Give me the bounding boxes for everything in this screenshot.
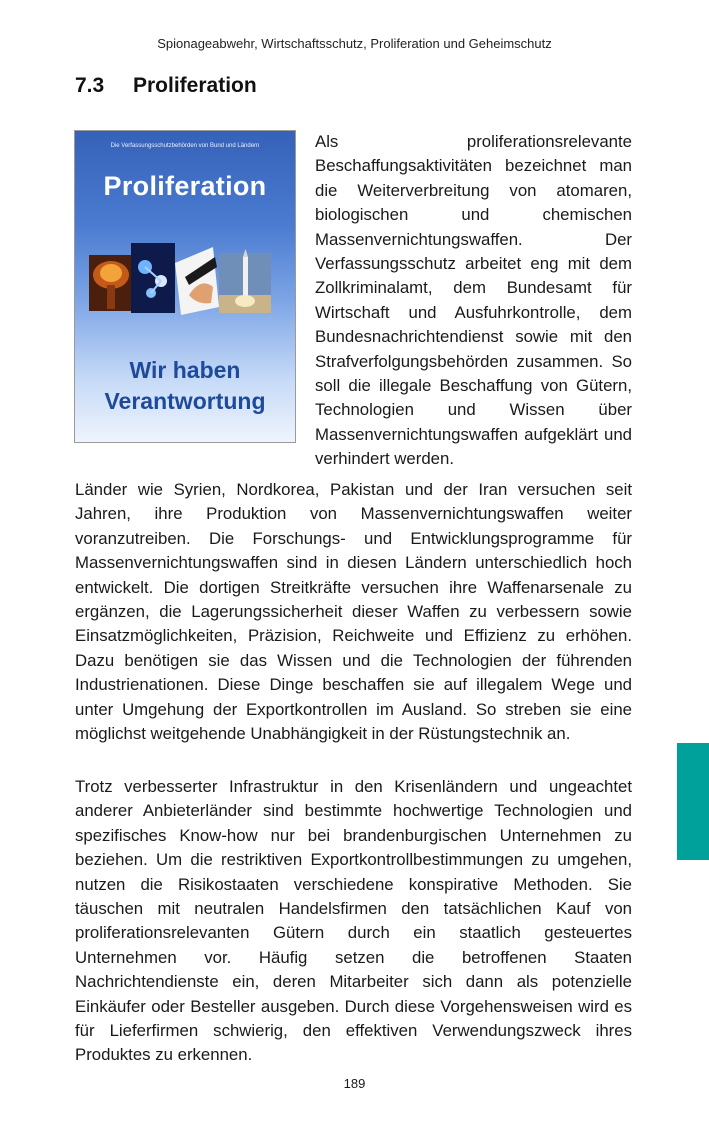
section-number: 7.3 xyxy=(75,74,105,97)
section-heading xyxy=(75,74,257,98)
page-number: 189 xyxy=(343,1076,366,1091)
cover-title: Proliferation xyxy=(103,171,267,201)
photo-molecule xyxy=(131,243,175,313)
cover-slogan-line1: Wir haben xyxy=(129,357,241,383)
section-title: Proliferation xyxy=(133,74,257,97)
cover-slogan xyxy=(75,355,295,417)
cover-slogan-line2: Verantwortung xyxy=(104,388,266,414)
body-paragraph: Länder wie Syrien, Nordkorea, Pakistan und der Iran versuchen seit Jahren, ihre Produktion von Massenvernichtungswaffen weiter voranzutreiben. Die Forschungs- und Entwicklungsprogramme für Massenvernichtungswaffen sind in diesen Ländern unterschiedlich hoch entwickelt. Die dortigen Streitkräfte versuchen ihre Waffenarsenale zu ergänzen, die Lagerungssicherheit dieser Waffen zu verbessern sowie Einsatzmöglichkeiten, Präzision, Reichweite und Effizienz zu erhöhen. Dazu benötigen sie das Wissen und die Technologien der führenden Industrienationen. Diese Dinge beschaffen sie auf illegalem Wege und unter Umgehung der Exportkontrollen im Ausland. So streben sie eine möglichst weitgehende Unabhängigkeit in der Rüstungstechnik an. xyxy=(75,480,632,744)
chapter-thumb-tab xyxy=(677,743,709,860)
brochure-cover-image xyxy=(74,130,296,443)
intro-paragraph: Als proliferationsrelevante Beschaffungsaktivitäten bezeichnet man die Weiterverbreitung von atomaren, biologischen und chemischen Massenvernichtungswaffen. Der Verfassungsschutz arbeitet eng mit dem Zollkriminalamt, dem Bundesamt für Wirtschaft und Ausfuhrkontrolle, dem Bundesnachrichtendienst sowie mit den Strafverfolgungsbehörden zusammen. So soll die illegale Beschaffung von Gütern, Technologien und Wissen über Massenvernichtungswaffen aufgeklärt und verhindert werden. xyxy=(315,132,632,469)
running-header: Spionageabwehr, Wirtschaftsschutz, Proliferation und Geheimschutz xyxy=(157,36,552,51)
photo-hand xyxy=(175,247,219,315)
photo-missile xyxy=(219,249,271,313)
body-paragraph: Trotz verbesserter Infrastruktur in den Krisenländern und ungeachtet anderer Anbieterländer sind bestimmte hochwertige Technologien und spezifisches Know-how nur bei brandenburgischen Unternehmen zu beziehen. Um die restriktiven Exportkontrollbestimmungen zu umgehen, nutzen die Risikostaaten verschiedene konspirative Methoden. Sie täuschen mit neutralen Handelsfirmen den tatsächlichen Kauf von proliferationsrelevanten Gütern durch ein staatlich gesteuertes Unternehmen vor. Häufig setzen die betroffenen Staaten Nachrichtendienste ein, deren Mitarbeiter sich dann als potenzielle Einkäufer oder Besteller ausgeben. Durch diese Vorgehensweisen wird es für Lieferfirmen schwierig, den effektiven Verwendungszweck ihres Produktes zu erkennen. xyxy=(75,777,632,1065)
cover-top-line: Die Verfassungsschutzbehörden von Bund und Ländern xyxy=(110,143,260,149)
photo-explosion xyxy=(89,255,133,311)
cover-photo-collage xyxy=(85,237,287,317)
